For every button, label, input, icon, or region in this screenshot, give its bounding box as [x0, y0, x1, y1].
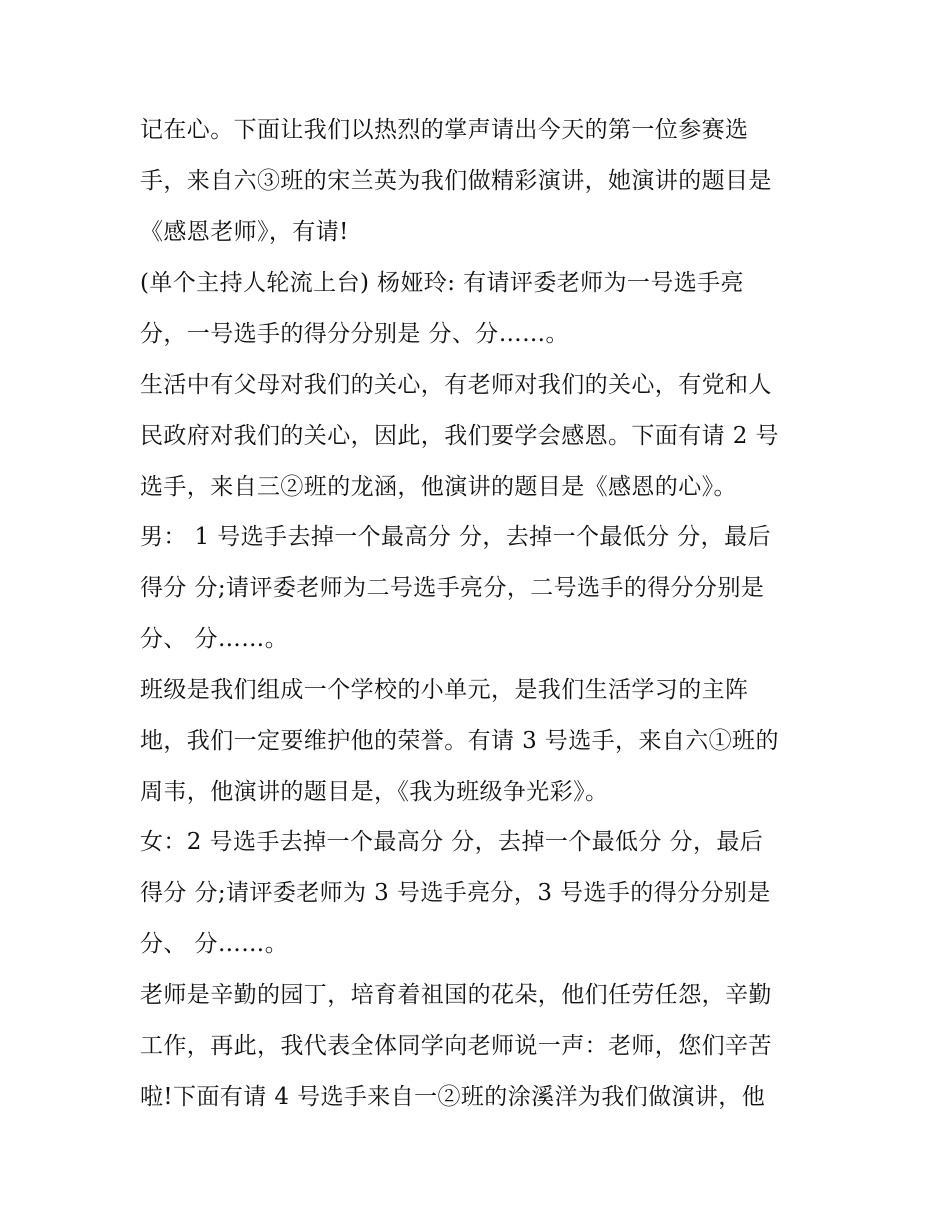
text-line: (单个主持人轮流上台) 杨娅玲: 有请评委老师为一号选手亮	[140, 270, 744, 296]
text-line: 记在心。下面让我们以热烈的掌声请出今天的第一位参赛选	[140, 117, 749, 143]
text-line: 地，我们一定要维护他的荣誉。有请 3 号选手，来自六①班的	[140, 728, 779, 754]
text-line: 《感恩老师》，有请!	[140, 219, 349, 245]
text-line: 女：2 号选手去掉一个最高分 分，去掉一个最低分 分，最后	[140, 829, 764, 855]
text-line: 得分 分;请评委老师为二号选手亮分，二号选手的得分分别是	[140, 575, 765, 601]
text-line: 分，一号选手的得分分别是 分、分……。	[140, 321, 569, 347]
text-line: 生活中有父母对我们的关心，有老师对我们的关心，有党和人	[140, 372, 772, 398]
text-line: 男： 1 号选手去掉一个最高分 分，去掉一个最低分 分，最后	[140, 524, 771, 550]
text-line: 手，来自六③班的宋兰英为我们做精彩演讲，她演讲的题目是	[140, 168, 772, 194]
text-line: 老师是辛勤的园丁，培育着祖国的花朵，他们任劳任怨，辛勤	[140, 982, 772, 1008]
text-line: 选手，来自三②班的龙涵，他演讲的题目是《感恩的心》。	[140, 474, 737, 500]
text-line: 分、 分……。	[140, 931, 289, 957]
text-line: 分、 分……。	[140, 626, 289, 652]
text-line: 班级是我们组成一个学校的小单元，是我们生活学习的主阵	[140, 677, 749, 703]
text-line: 啦!下面有请 4 号选手来自一②班的涂溪洋为我们做演讲，他	[140, 1084, 766, 1110]
text-line: 工作，再此，我代表全体同学向老师说一声：老师，您们辛苦	[140, 1033, 772, 1059]
text-line: 民政府对我们的关心，因此，我们要学会感恩。下面有请 2 号	[140, 423, 779, 449]
text-line: 得分 分;请评委老师为 3 号选手亮分，3 号选手的得分分别是	[140, 880, 771, 906]
text-line: 周韦，他演讲的题目是，《我为班级争光彩》。	[140, 779, 609, 805]
